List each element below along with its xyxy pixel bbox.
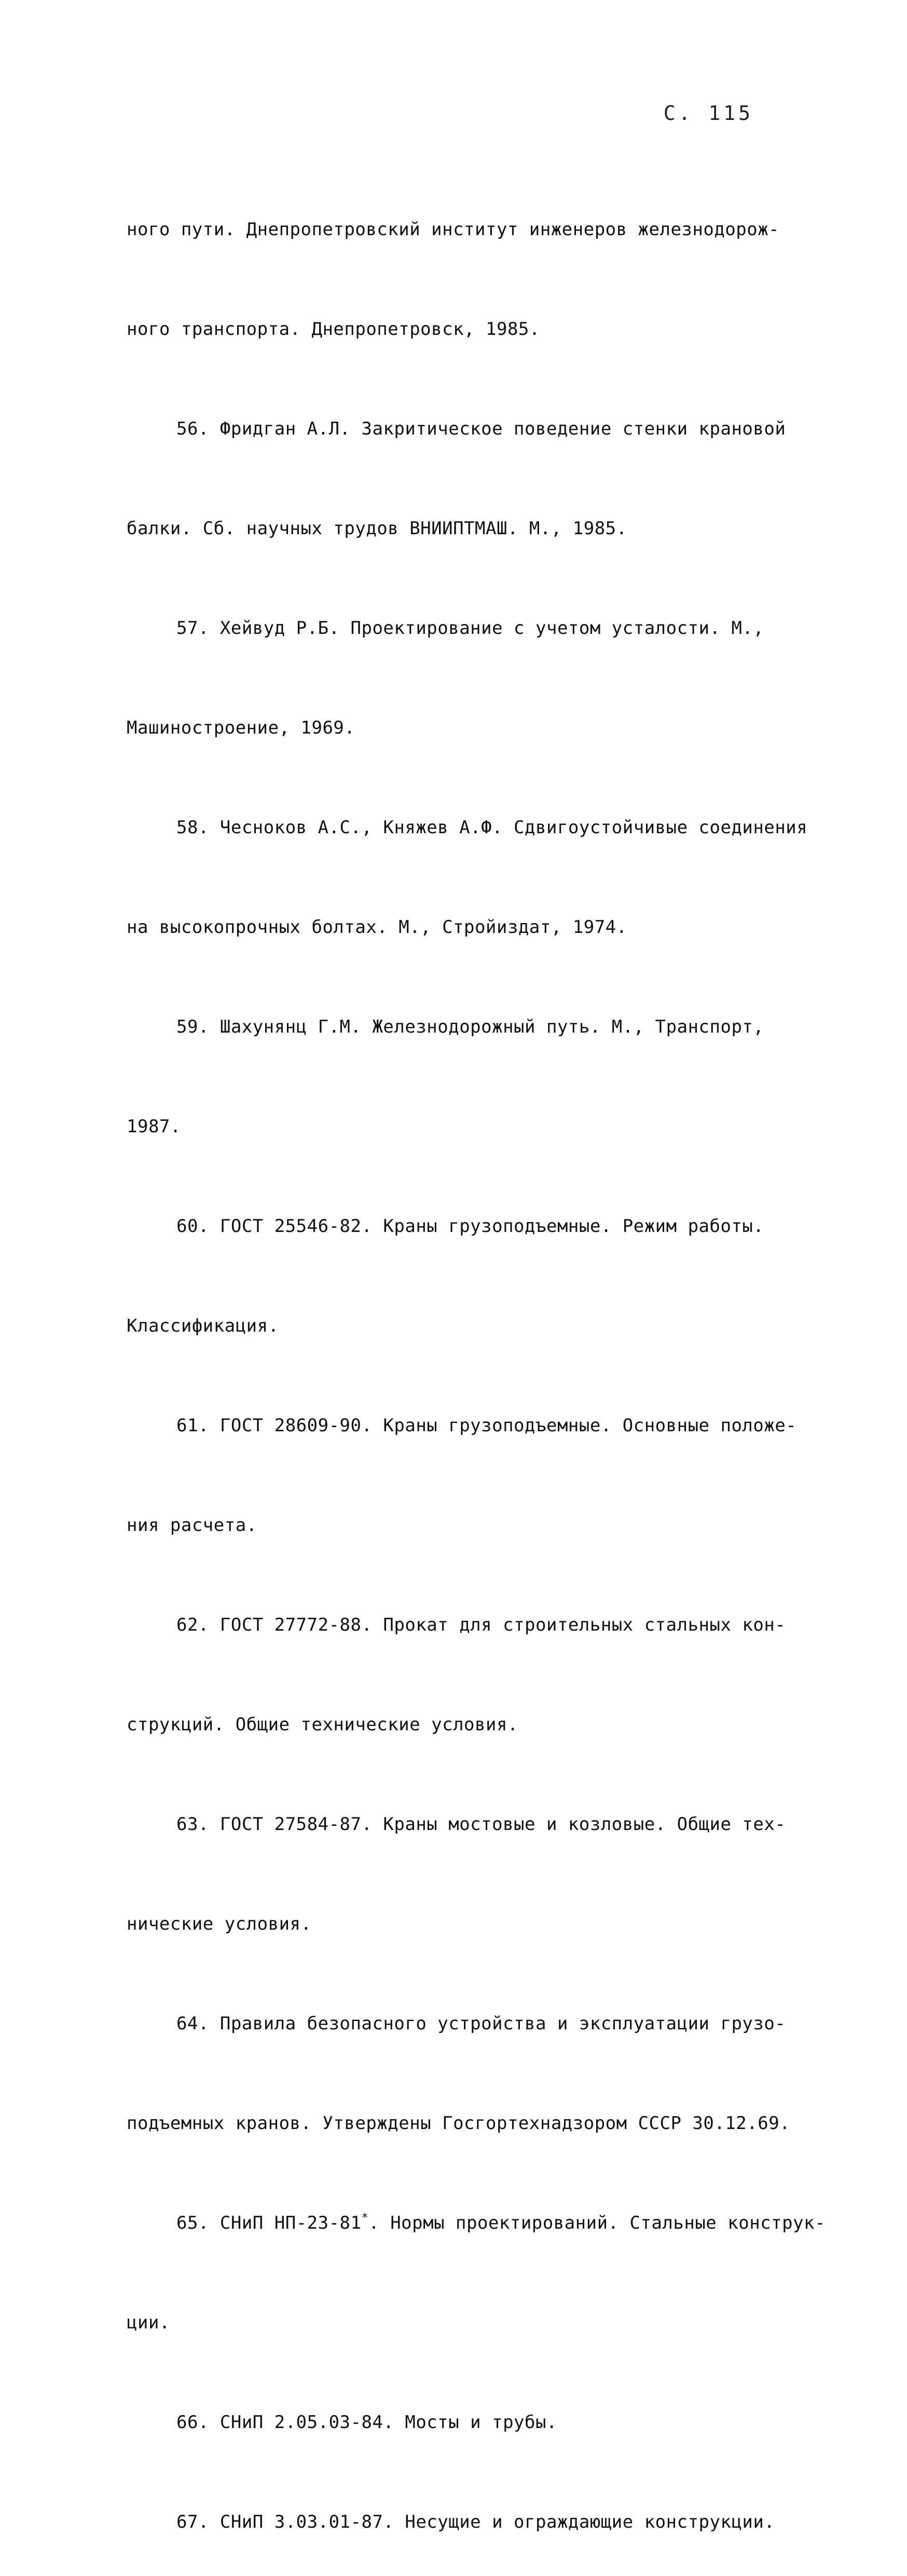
text-line: подъемных кранов. Утверждены Госгортехнадзором СССР 30.12.69. xyxy=(127,2113,791,2134)
page-number: С. 115 xyxy=(663,102,753,125)
text-line: Машиностроение, 1969. xyxy=(127,717,355,738)
bibliography-list xyxy=(127,146,826,2576)
reference-67: 67. СНиП 3.03.01-87. Несущие и ограждающие конструкции. xyxy=(176,2512,775,2532)
reference-62: 62. ГОСТ 27772-88. Прокат для строительных стальных кон- xyxy=(176,1615,786,1635)
reference-56: 56. Фридган А.Л. Закритическое поведение стенки крановой xyxy=(176,418,786,439)
text-line: Классификация. xyxy=(127,1316,279,1336)
reference-58: 58. Чесноков А.С., Княжев А.Ф. Сдвигоустойчивые соединения xyxy=(176,817,808,838)
reference-63: 63. ГОСТ 27584-87. Краны мостовые и козловые. Общие тех- xyxy=(176,1814,786,1835)
reference-57: 57. Хейвуд Р.Б. Проектирование с учетом усталости. М., xyxy=(176,618,764,639)
text-line: ного пути. Днепропетровский институт инженеров железнодорож- xyxy=(127,219,780,240)
reference-60: 60. ГОСТ 25546-82. Краны грузоподъемные. Режим работы. xyxy=(176,1216,764,1237)
text-line: на высокопрочных болтах. М., Стройиздат, 1974. xyxy=(127,917,627,938)
text-line: струкций. Общие технические условия. xyxy=(127,1714,518,1735)
text-line: ции. xyxy=(127,2312,170,2333)
text-line: нические условия. xyxy=(127,1914,312,1934)
reference-59: 59. Шахунянц Г.М. Железнодорожный путь. М., Транспорт, xyxy=(176,1016,764,1037)
reference-64: 64. Правила безопасного устройства и эксплуатации грузо- xyxy=(176,2013,786,2034)
reference-65-main: 65. СНиП НП-23-81 xyxy=(176,2213,362,2233)
reference-65 xyxy=(127,2206,826,2240)
text-line: ния расчета. xyxy=(127,1515,257,1536)
text-line: 1987. xyxy=(127,1116,181,1137)
text-line: ного транспорта. Днепропетровск, 1985. xyxy=(127,319,540,340)
reference-65-tail: . Нормы проектирований. Стальные конструк- xyxy=(368,2213,826,2233)
reference-61: 61. ГОСТ 28609-90. Краны грузоподъемные. Основные положе- xyxy=(176,1415,797,1436)
reference-65-asterisk: * xyxy=(361,2212,369,2225)
reference-66: 66. СНиП 2.05.03-84. Мосты и трубы. xyxy=(176,2412,557,2433)
text-line: балки. Сб. научных трудов ВНИИПТМАШ. М., 1985. xyxy=(127,518,627,539)
